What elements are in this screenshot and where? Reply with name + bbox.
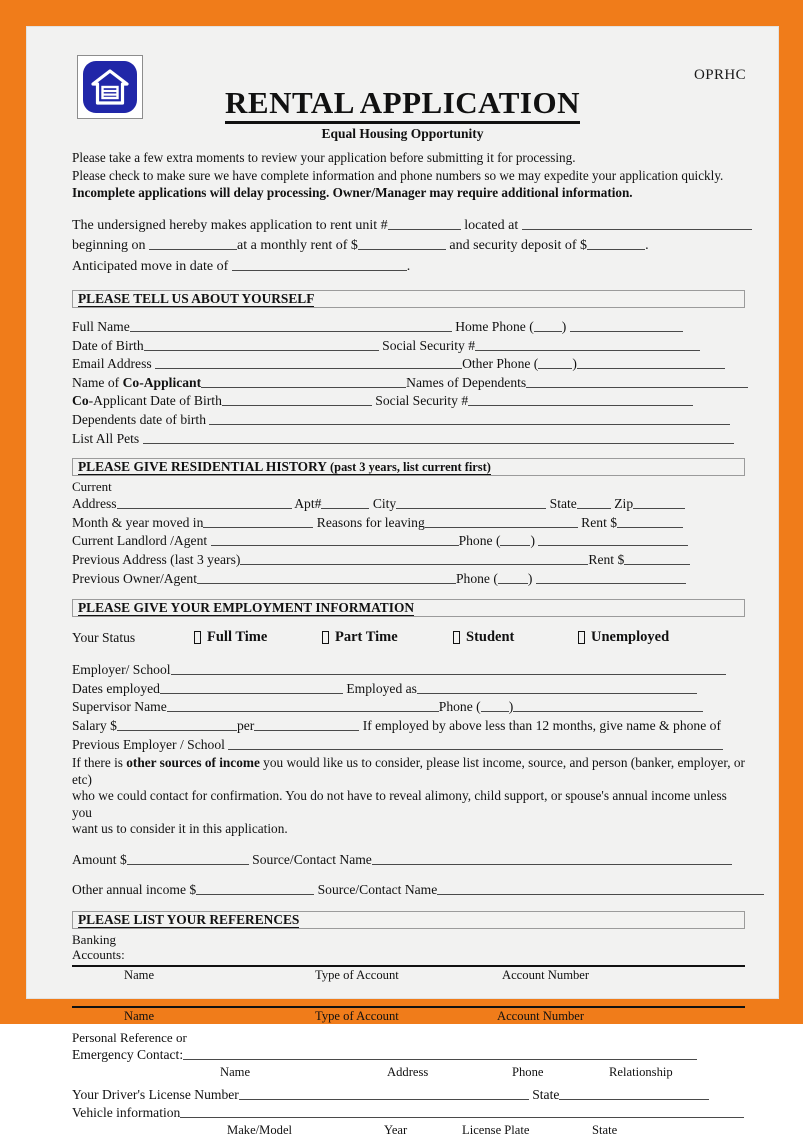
previous-employer-label: Previous Employer / School: [72, 736, 225, 752]
field-row-co-applicant-name: [72, 373, 745, 392]
monthly-rent-field[interactable]: [358, 235, 446, 250]
other-phone-label: Other Phone (: [462, 356, 539, 372]
state-label: State: [549, 496, 577, 512]
employer-school-label: Employer/ School: [72, 662, 171, 678]
supervisor-phone-number-field[interactable]: [513, 697, 703, 712]
notice-line-1: Please take a few extra moments to review your application before submitting it for processing.: [72, 150, 576, 165]
salary-amount-field[interactable]: [117, 716, 237, 731]
intro-beginning-label: beginning on: [72, 238, 146, 253]
other-income-source-label: Source/Contact Name: [317, 881, 438, 897]
zip-field[interactable]: [633, 494, 685, 509]
status-option-full-time[interactable]: [194, 629, 322, 646]
employed-as-label: Employed as: [346, 680, 417, 696]
supervisor-name-label: Supervisor Name: [72, 699, 167, 715]
bank-col-name-1: Name: [124, 968, 155, 983]
contact-col-address: Address: [387, 1064, 429, 1079]
beginning-date-field[interactable]: [149, 235, 237, 250]
personal-reference-label-row: [72, 1030, 745, 1045]
accounts-label: Accounts:: [72, 947, 125, 963]
checkbox-unemployed-icon[interactable]: [578, 631, 585, 644]
previous-owner-phone-label: Phone (: [455, 570, 498, 586]
intro-unit-label: The undersigned hereby makes application to rent unit #: [72, 217, 388, 233]
vehicle-information-field[interactable]: [180, 1103, 744, 1118]
other-income-line-1: [72, 755, 745, 788]
amount-source-field[interactable]: [372, 850, 732, 865]
employment-status-row: [72, 629, 745, 646]
emergency-contact-columns: [72, 1064, 745, 1081]
dates-employed-field[interactable]: [160, 679, 343, 694]
page-title-text: RENTAL APPLICATION: [225, 85, 580, 124]
full-name-label: Full Name: [72, 319, 130, 334]
dates-employed-label: Dates employed: [72, 680, 160, 696]
landlord-phone-paren: ): [530, 533, 536, 549]
co-social-security-label: Social Security #: [375, 393, 469, 409]
license-state-field[interactable]: [559, 1085, 709, 1100]
bank-col-name-2: Name: [124, 1009, 155, 1024]
home-phone-number-field[interactable]: [570, 317, 683, 332]
city-label: City: [372, 496, 397, 512]
bank-account-columns-2: [72, 1008, 745, 1025]
intro-line-3: [72, 256, 745, 277]
rent-label: Rent $: [581, 514, 618, 530]
current-landlord-label: Current Landlord /Agent: [72, 533, 208, 549]
notice-line-2: Please check to make sure we have complete information and phone numbers so we may expedite your application quickly.: [72, 167, 724, 183]
banking-label: Banking: [72, 932, 117, 948]
section-header-residential: [72, 458, 745, 476]
reasons-for-leaving-field[interactable]: [425, 513, 578, 528]
intro-line-1: [72, 215, 745, 236]
amount-field[interactable]: [127, 850, 249, 865]
field-row-dependents-dob: [72, 410, 745, 429]
section-title-residential-main: PLEASE GIVE RESIDENTIAL HISTORY: [78, 458, 327, 474]
document-body: [27, 149, 778, 1139]
intro-movein-label: Anticipated move in date of: [72, 258, 229, 274]
other-annual-income-label: Other annual income $: [72, 881, 197, 897]
bank-col-type-2: Type of Account: [315, 1009, 399, 1024]
vehicle-col-make-model: Make/Model: [227, 1123, 293, 1138]
org-code: OPRHC: [693, 67, 746, 83]
dependents-dob-field[interactable]: [209, 410, 730, 425]
current-landlord-field[interactable]: [211, 531, 459, 546]
field-row-address: [72, 494, 745, 513]
state-field[interactable]: [577, 494, 611, 509]
bank-col-type-1: Type of Account: [315, 968, 399, 983]
current-rent-field[interactable]: [617, 513, 683, 528]
field-row-supervisor: [72, 697, 745, 716]
previous-owner-label: Previous Owner/Agent: [72, 570, 197, 586]
equal-housing-subtitle: Equal Housing Opportunity: [321, 126, 484, 141]
applicant-dob-label: -Applicant Date of Birth: [88, 393, 222, 409]
names-of-dependents-field[interactable]: [526, 373, 748, 388]
move-in-date-field[interactable]: [232, 256, 407, 271]
bank-account-columns-1: [72, 967, 745, 984]
home-phone-area-code-field[interactable]: [534, 317, 562, 332]
field-row-email: [72, 354, 745, 373]
drivers-license-field[interactable]: [239, 1085, 529, 1100]
other-income-paragraph: [72, 755, 745, 838]
intro-period-2: .: [406, 258, 411, 274]
vehicle-col-license-plate: License Plate: [462, 1123, 530, 1138]
emergency-contact-field[interactable]: [183, 1045, 697, 1060]
previous-owner-phone-number-field[interactable]: [536, 569, 686, 584]
bank-col-number-2: Account Number: [497, 1009, 585, 1024]
rental-application-document: [27, 27, 778, 1138]
page-title: [27, 85, 778, 121]
field-row-salary: [72, 716, 745, 735]
field-row-previous-address: [72, 550, 745, 569]
previous-address-label: Previous Address (last 3 years): [72, 551, 241, 567]
other-income-text-a: If there is: [72, 755, 127, 771]
previous-employer-field[interactable]: [228, 735, 723, 750]
field-row-amount: [72, 850, 745, 869]
vehicle-information-label: Vehicle information: [72, 1105, 181, 1121]
moved-in-field[interactable]: [203, 513, 313, 528]
drivers-license-label: Your Driver's License Number: [72, 1086, 239, 1102]
apt-label: Apt#: [294, 496, 322, 512]
unit-number-field[interactable]: [388, 215, 461, 230]
salary-label: Salary $: [72, 717, 117, 733]
amount-label: Amount $: [72, 852, 127, 868]
pets-field[interactable]: [143, 429, 734, 444]
section-title-residential: [78, 460, 491, 475]
status-option-student[interactable]: [453, 629, 578, 646]
amount-source-label: Source/Contact Name: [252, 852, 372, 868]
landlord-phone-number-field[interactable]: [538, 531, 688, 546]
field-row-date-of-birth: [72, 336, 745, 355]
previous-owner-phone-paren: ): [527, 570, 533, 586]
current-label: Current: [72, 479, 112, 495]
co-applicant-dob-field[interactable]: [222, 391, 372, 406]
located-at-field[interactable]: [522, 215, 752, 230]
status-label-unemployed: Unemployed: [591, 629, 670, 646]
section-title-yourself: PLEASE TELL US ABOUT YOURSELF: [78, 290, 315, 306]
field-row-pets: [72, 429, 745, 448]
field-row-emergency-contact: [72, 1045, 745, 1064]
vehicle-col-year: Year: [384, 1123, 408, 1138]
status-label-part-time: Part Time: [335, 629, 398, 646]
field-row-previous-employer: [72, 735, 745, 754]
other-income-line-3: want us to consider it in this application.: [72, 821, 288, 837]
security-deposit-field[interactable]: [587, 235, 645, 250]
field-row-previous-owner: [72, 569, 745, 588]
date-of-birth-field[interactable]: [144, 336, 379, 351]
notice-line-3: Incomplete applications will delay processing. Owner/Manager may require additional information.: [72, 185, 633, 200]
full-name-field[interactable]: [130, 317, 452, 332]
co-applicant-name-field[interactable]: [201, 373, 406, 388]
checkbox-full-time-icon[interactable]: [194, 631, 201, 644]
field-row-co-applicant-dob: [72, 391, 745, 410]
intro-located-label: located at: [464, 217, 519, 233]
document-header: [27, 27, 778, 149]
email-address-field[interactable]: [155, 354, 462, 369]
field-row-moved-in: [72, 513, 745, 532]
supervisor-phone-area-field[interactable]: [481, 697, 509, 712]
status-option-part-time[interactable]: [322, 629, 453, 646]
per-label: per: [236, 717, 255, 733]
field-row-other-income: [72, 880, 745, 899]
social-security-label: Social Security #: [382, 337, 476, 353]
zip-label: Zip: [614, 496, 634, 512]
contact-col-name: Name: [220, 1064, 251, 1079]
landlord-phone-label: Phone (: [458, 533, 501, 549]
co-bold-label: Co: [72, 393, 89, 409]
vehicle-columns: [72, 1122, 745, 1139]
date-of-birth-label: Date of Birth: [72, 337, 144, 353]
field-row-current-landlord: [72, 531, 745, 550]
supervisor-phone-label: Phone (: [438, 699, 481, 715]
city-field[interactable]: [396, 494, 546, 509]
intro-line-2: [72, 235, 745, 256]
field-row-vehicle: [72, 1103, 745, 1122]
co-applicant-bold-label: Co-Applicant: [122, 374, 202, 390]
field-row-drivers-license: [72, 1085, 745, 1104]
dependents-dob-label: Dependents date of birth: [72, 411, 207, 427]
checkbox-part-time-icon[interactable]: [322, 631, 329, 644]
vehicle-col-state: State: [592, 1123, 618, 1138]
apt-field[interactable]: [321, 494, 369, 509]
banking-label-row: [72, 932, 745, 947]
field-row-employer: [72, 660, 745, 679]
checkbox-student-icon[interactable]: [453, 631, 460, 644]
status-option-unemployed[interactable]: [578, 629, 669, 646]
home-phone-paren: ): [561, 319, 567, 334]
contact-col-phone: Phone: [512, 1064, 544, 1079]
supervisor-name-field[interactable]: [167, 697, 439, 712]
other-income-text-b: you would like us to consider, please list income, source, and person (banker, employer, or etc): [72, 755, 745, 787]
section-header-yourself: [72, 290, 745, 308]
previous-owner-phone-area-field[interactable]: [498, 569, 528, 584]
employer-school-field[interactable]: [171, 660, 726, 675]
personal-reference-label: Personal Reference or: [72, 1030, 187, 1046]
supervisor-phone-paren: ): [508, 699, 514, 715]
other-income-bold: other sources of income: [126, 755, 260, 771]
intro-deposit-label: and security deposit of $: [449, 238, 588, 253]
intro-rent-label: at a monthly rent of $: [237, 238, 358, 253]
email-address-label: Email Address: [72, 356, 152, 372]
license-state-label: State: [532, 1086, 560, 1102]
salary-period-field[interactable]: [254, 716, 359, 731]
status-label-full-time: Full Time: [207, 629, 268, 646]
social-security-field[interactable]: [475, 336, 700, 351]
intro-period-1: .: [645, 238, 649, 253]
contact-col-relationship: Relationship: [609, 1064, 673, 1079]
field-row-dates-employed: [72, 679, 745, 698]
your-status-label: Your Status: [72, 629, 136, 645]
field-row-full-name: [72, 317, 745, 336]
previous-address-field[interactable]: [240, 550, 588, 565]
home-phone-label: Home Phone (: [455, 319, 534, 334]
name-of-label: Name of: [72, 374, 123, 390]
section-header-employment: [72, 599, 745, 617]
employed-as-field[interactable]: [417, 679, 697, 694]
if-employed-note: If employed by above less than 12 months, give name & phone of: [362, 717, 721, 733]
co-applicant-ssn-field[interactable]: [468, 391, 693, 406]
accounts-label-row: [72, 947, 745, 962]
previous-rent-field[interactable]: [624, 550, 690, 565]
other-phone-area-code-field[interactable]: [538, 354, 572, 369]
other-phone-number-field[interactable]: [577, 354, 725, 369]
month-year-moved-in-label: Month & year moved in: [72, 514, 204, 530]
application-intro: [72, 215, 745, 277]
list-all-pets-label: List All Pets: [72, 430, 140, 446]
section-title-employment: PLEASE GIVE YOUR EMPLOYMENT INFORMATION: [78, 599, 415, 615]
section-title-residential-sub: (past 3 years, list current first): [326, 459, 491, 474]
section-header-references: [72, 911, 745, 929]
emergency-contact-label: Emergency Contact:: [72, 1047, 184, 1063]
status-label-student: Student: [466, 629, 515, 646]
bank-account-entry-1[interactable]: [72, 984, 745, 1003]
other-income-source-field[interactable]: [437, 880, 764, 895]
section-title-references: PLEASE LIST YOUR REFERENCES: [78, 911, 300, 927]
other-phone-paren: ): [572, 356, 577, 372]
reasons-for-leaving-label: Reasons for leaving: [316, 514, 425, 530]
names-of-dependents-label: Names of Dependents: [406, 374, 527, 390]
current-label-row: [72, 479, 745, 494]
bank-col-number-1: Account Number: [502, 968, 590, 983]
previous-rent-label: Rent $: [588, 551, 625, 567]
address-label: Address: [72, 496, 117, 512]
landlord-phone-area-field[interactable]: [500, 531, 530, 546]
other-income-line-2: who we could contact for confirmation. You do not have to reveal alimony, child support, or spouse's annual income unless you: [72, 788, 727, 820]
previous-owner-field[interactable]: [197, 569, 456, 584]
address-field[interactable]: [117, 494, 292, 509]
other-income-field[interactable]: [196, 880, 314, 895]
